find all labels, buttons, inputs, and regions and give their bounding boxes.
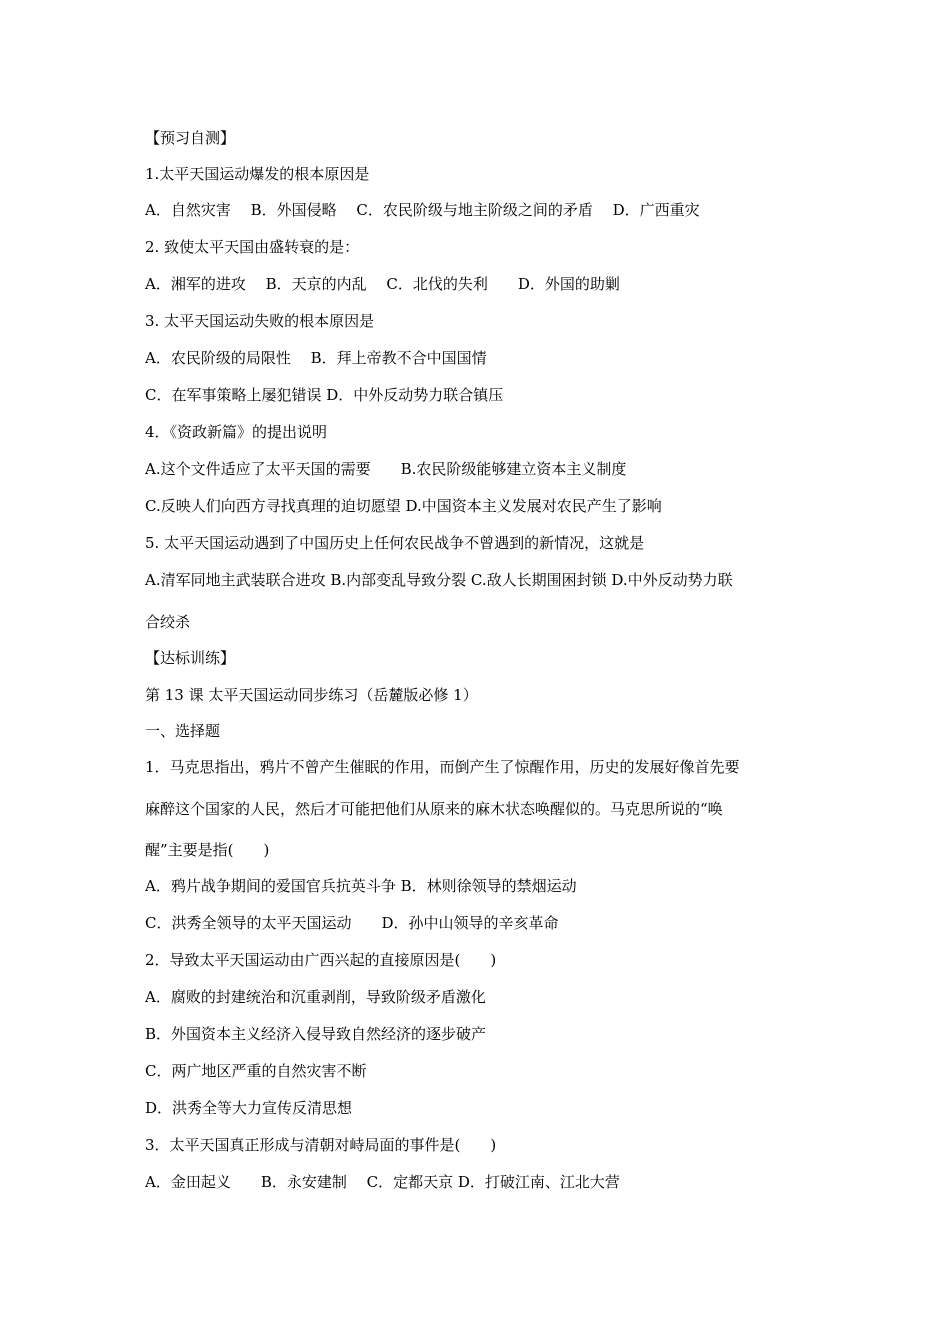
question-5-stem: 5. 太平天国运动遇到了中国历史上任何农民战争不曾遇到的新情况，这就是	[145, 534, 645, 552]
training-question-1-line-3: 醒”主要是指( )	[145, 841, 270, 859]
training-question-2-option-c: C．两广地区严重的自然灾害不断	[145, 1062, 367, 1080]
training-question-1-options-line-1: A．鸦片战争期间的爱国官兵抗英斗争 B．林则徐领导的禁烟运动	[145, 877, 577, 895]
question-5-options-line-1: A.清军同地主武装联合进攻 B.内部变乱导致分裂 C.敌人长期围困封锁 D.中外反动势力联	[145, 571, 733, 589]
section-choice-questions: 一、选择题	[145, 722, 221, 740]
question-5-options-line-2: 合绞杀	[145, 613, 191, 631]
question-4-options-line-2: C.反映人们向西方寻找真理的迫切愿望 D.中国资本主义发展对农民产生了影响	[145, 497, 662, 515]
training-question-1-options-line-2: C．洪秀全领导的太平天国运动 D．孙中山领导的辛亥革命	[145, 914, 559, 932]
question-3-options-line-1: A．农民阶级的局限性 B．拜上帝教不合中国国情	[145, 349, 487, 367]
question-3-stem: 3. 太平天国运动失败的根本原因是	[145, 312, 375, 330]
question-4-options-line-1: A.这个文件适应了太平天国的需要 B.农民阶级能够建立资本主义制度	[145, 460, 627, 478]
question-1-stem: 1.太平天国运动爆发的根本原因是	[145, 165, 370, 183]
training-question-1-line-1: 1．马克思指出，鸦片不曾产生催眠的作用，而倒产生了惊醒作用，历史的发展好像首先要	[145, 758, 740, 776]
question-1-options: A．自然灾害 B．外国侵略 C．农民阶级与地主阶级之间的矛盾 D．广西重灾	[145, 201, 700, 219]
lesson-title: 第 13 课 太平天国运动同步练习（岳麓版必修 1）	[145, 686, 478, 704]
training-question-2-option-d: D．洪秀全等大力宣传反清思想	[145, 1099, 353, 1117]
section-heading-training: 【达标训练】	[145, 649, 236, 667]
training-question-3-stem: 3．太平天国真正形成与清朝对峙局面的事件是( )	[145, 1136, 497, 1154]
training-question-2-option-b: B．外国资本主义经济入侵导致自然经济的逐步破产	[145, 1025, 487, 1043]
section-heading-preview-test: 【预习自测】	[145, 129, 236, 147]
question-2-stem: 2. 致使太平天国由盛转衰的是：	[145, 238, 360, 256]
training-question-2-option-a: A．腐败的封建统治和沉重剥削，导致阶级矛盾激化	[145, 988, 486, 1006]
training-question-2-stem: 2．导致太平天国运动由广西兴起的直接原因是( )	[145, 951, 497, 969]
question-3-options-line-2: C．在军事策略上屡犯错误 D．中外反动势力联合镇压	[145, 386, 504, 404]
training-question-1-line-2: 麻醉这个国家的人民，然后才可能把他们从原来的麻木状态唤醒似的。马克思所说的“唤	[145, 800, 723, 818]
training-question-3-options: A．金田起义 B．永安建制 C．定都天京 D．打破江南、江北大营	[145, 1173, 620, 1191]
question-2-options: A．湘军的进攻 B．天京的内乱 C．北伐的失利 D．外国的助剿	[145, 275, 620, 293]
question-4-stem: 4．《资政新篇》的提出说明	[145, 423, 328, 441]
